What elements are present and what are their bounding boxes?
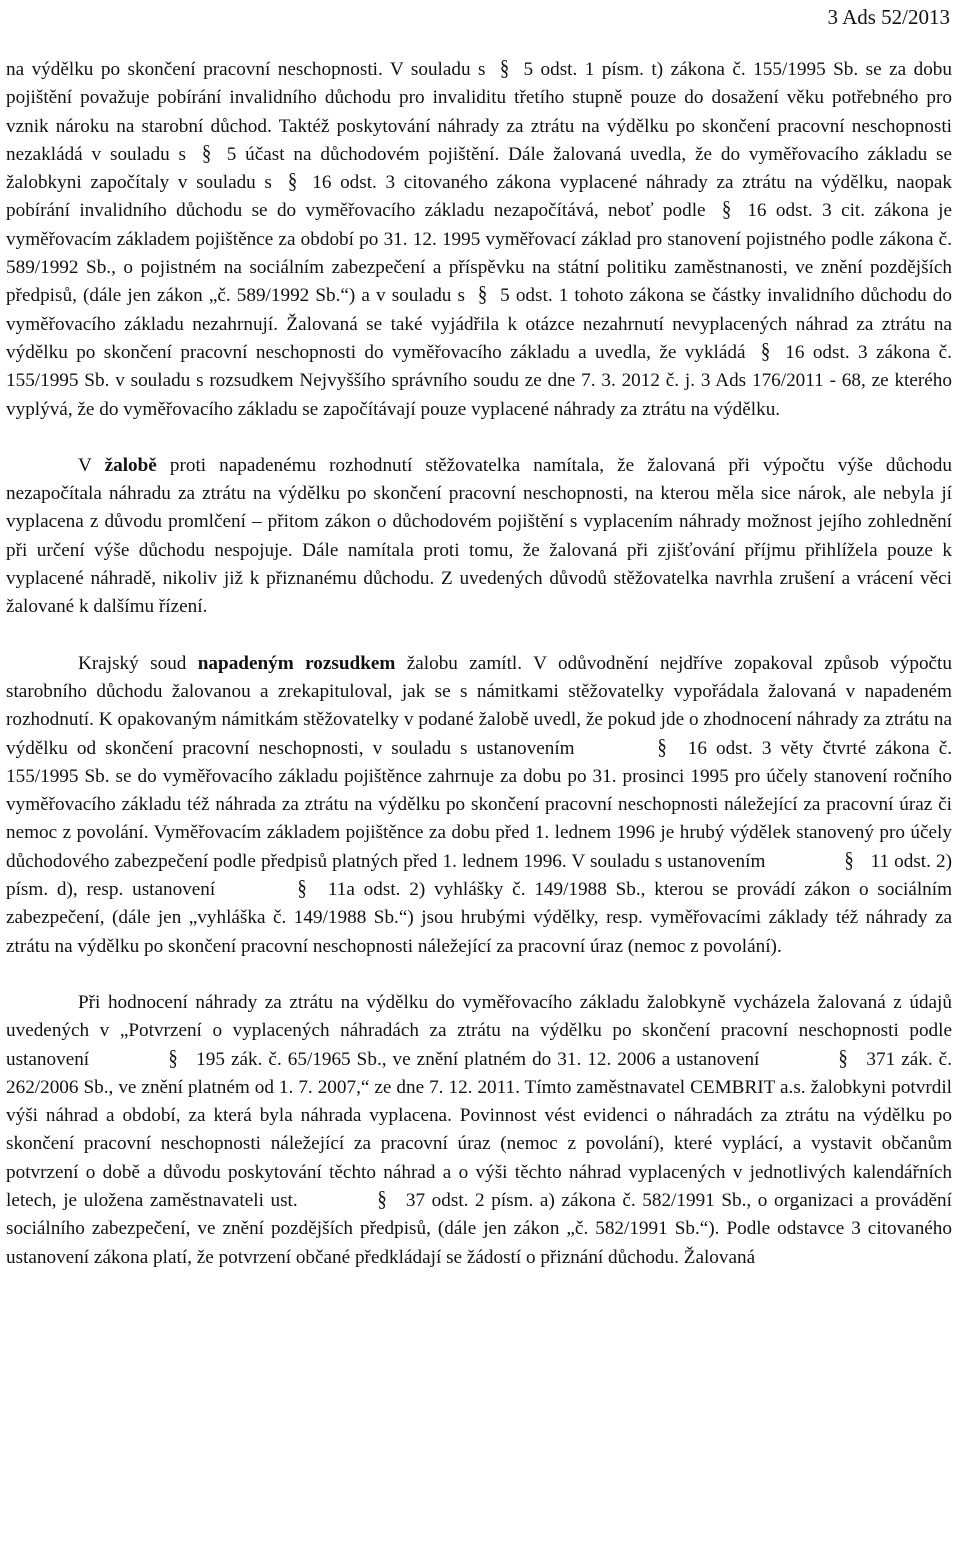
bold-term: žalobě xyxy=(104,454,157,476)
text-run: 37 odst. 2 písm. a) zákona č. 582/1991 Sb., o organizaci a provádění sociálního zabezpečení, ve znění pozdějších předpisů, (dále jen zákon „č. 582/1991 Sb.“). Podle odstavce 3 citovaného ustanovení zákona platí, že potvrzení občané předkládají se žádostí o přiznání důchodu. Žalovaná xyxy=(6,1189,952,1268)
section-sign: § xyxy=(201,139,212,165)
section-sign: § xyxy=(657,733,667,759)
document-body xyxy=(6,56,952,1272)
section-sign: § xyxy=(721,196,732,222)
section-sign: § xyxy=(760,337,771,363)
section-sign: § xyxy=(843,846,854,872)
text-run: 5 odst. 1 tohoto zákona se částky invalidního důchodu do vyměřovacího základu nezahrnují. Žalovaná se také vyjádřila k otázce nezahrnutí nevyplacených náhrad za ztrátu na výdělku po skončení pracovní neschopnosti do vyměřovacího základu a uvedla, že vykládá xyxy=(6,285,952,363)
text-run: 371 zák. č. 262/2006 Sb., ve znění platném od 1. 7. 2007,“ ze dne 7. 12. 2011. Tímto zaměstnavatel CEMBRIT a.s. žalobkyni potvrdil výši náhrad a období, za která byla náhrada vyplacena. Povinnost vést evidenci o náhradách za ztrátu na výdělku po skončení pracovní neschopnosti náležející za pracovní úraz (nemoc z povolání), které vyplácí, a vystavit občanům potvrzení o době a důvodu poskytování těchto náhrad a o výši těchto náhrad vyplacených v jednotlivých kalendářních letech, je uložena zaměstnavateli ust. xyxy=(6,1048,952,1211)
text-run: 5 odst. 1 písm. t) zákona č. 155/1995 Sb. se za dobu pojištění považuje pobírání invalidního důchodu pro invaliditu třetího stupně pouze do dosažení věku potřebného pro vznik nároku na starobní důchod. Taktéž poskytování náhrady za ztrátu na výdělku po skončení pracovní neschopnosti nezakládá v souladu s xyxy=(6,59,952,165)
text-run: žalobu zamítl. V odůvodnění nejdříve zopakoval způsob výpočtu starobního důchodu žalovanou a zrekapituloval, jak se s námitkami stěžovatelky vypořádala žalovaná v napadeném rozhodnutí. K opakovaným námitkám stěžovatelky v podané žalobě uvedl, že pokud jde o zhodnocení náhrady za ztrátu na výdělku od skončení pracovní neschopnosti, v souladu s ustanovením xyxy=(6,652,952,759)
text-run: na výdělku po skončení pracovní neschopnosti. V souladu s xyxy=(6,59,493,80)
text-run: Při hodnocení náhrady za ztrátu na výdělku do vyměřovacího základu žalobkyně vycházela žalovaná z údajů uvedených v „Potvrzení o vyplacených náhradách za ztrátu na výdělku po skončení pracovní neschopnosti podle ustanovení xyxy=(6,991,952,1070)
paragraph-regional-court xyxy=(6,650,952,961)
section-sign: § xyxy=(477,281,488,307)
text-run: 16 odst. 3 citovaného zákona vyplacené náhrady za ztrátu na výdělku, naopak pobírání invalidního důchodu se do vyměřovacího základu nezapočítává, neboť podle xyxy=(6,172,952,222)
text-run: V xyxy=(78,454,105,476)
text-run: 195 zák. č. 65/1965 Sb., ve znění platném do 31. 12. 2006 a ustanovení xyxy=(190,1048,766,1070)
paragraph-lawsuit xyxy=(6,452,952,622)
text-run: 5 účast na důchodovém pojištění. Dále žalovaná uvedla, že do vyměřovacího základu se žalobkyni započítaly v souladu s xyxy=(6,143,952,194)
section-sign: § xyxy=(287,168,297,194)
paragraph-evaluation xyxy=(6,989,952,1272)
section-sign: § xyxy=(377,1185,388,1211)
text-run: proti napadenému rozhodnutí stěžovatelka namítala, že žalovaná při výpočtu výše důchodu nezapočítala náhradu za ztrátu na výdělku po skončení pracovní neschopnosti, na kterou měla sice nárok, ale nebyla jí vyplacena z důvodu promlčení – přitom zákon o důchodovém pojištění s vyplacením náhrady možnost jejího zohlednění při určení výše důchodu nespojuje. Dále namítala proti tomu, že žalovaná při zjišťování příjmu přihlížela pouze k vyplacené náhradě, nikoliv již k přiznanému důchodu. Z uvedených důvodů stěžovatelka navrhla zrušení a vrácení věci žalované k dalšímu řízení. xyxy=(6,454,952,618)
section-sign: § xyxy=(297,875,307,901)
text-run: 16 odst. 3 cit. zákona je vyměřovacím základem pojištěnce za období po 31. 12. 1995 vyměřovací základ pro stanovení pojistného podle zákona č. 589/1992 Sb., o pojistném na sociálním zabezpečení a příspěvku na státní politiku zaměstnanosti, ve znění pozdějších předpisů, (dále jen zákon „č. 589/1992 Sb.“) a v souladu s xyxy=(6,200,952,307)
section-sign: § xyxy=(168,1044,178,1070)
text-run: 16 odst. 3 zákona č. 155/1995 Sb. v souladu s rozsudkem Nejvyššího správního soudu ze dne 7. 3. 2012 č. j. 3 Ads 176/2011 - 68, ze kterého vyplývá, že do vyměřovacího základu se započítávají pouze vyplacené náhrady za ztrátu na výdělku. xyxy=(6,341,952,420)
section-sign: § xyxy=(838,1044,849,1070)
text-run: 11a odst. 2) vyhlášky č. 149/1988 Sb., kterou se provádí zákon o sociálním zabezpečení, (dále jen „vyhláška č. 149/1988 Sb.“) jsou hrubými výdělky, resp. vyměřovacími základy též náhrady za ztrátu na výdělku po skončení pracovní neschopnosti náležející za pracovní úraz (nemoc z povolání). xyxy=(6,879,952,957)
paragraph-continuation xyxy=(6,56,952,424)
case-number-header: 3 Ads 52/2013 xyxy=(827,5,950,29)
text-run: Krajský soud xyxy=(78,652,198,674)
section-sign: § xyxy=(499,55,510,80)
text-run: 11 odst. 2) písm. d), resp. ustanovení xyxy=(6,850,952,901)
text-run: 16 odst. 3 věty čtvrté zákona č. 155/1995 Sb. se do vyměřovacího základu pojištěnce zahrnuje za dobu po 31. prosinci 1995 pro účely stanovení ročního vyměřovacího základu též náhrada za ztrátu na výdělku po skončení pracovní neschopnosti náležející za pracovní úraz či nemoc z povolání. Vyměřovacím základem pojištěnce za dobu před 1. lednem 1996 je hrubý výdělek stanovený pro účely důchodového zabezpečení podle předpisů platných před 1. lednem 1996. V souladu s ustanovením xyxy=(6,737,953,872)
bold-term: napadeným rozsudkem xyxy=(197,652,396,674)
